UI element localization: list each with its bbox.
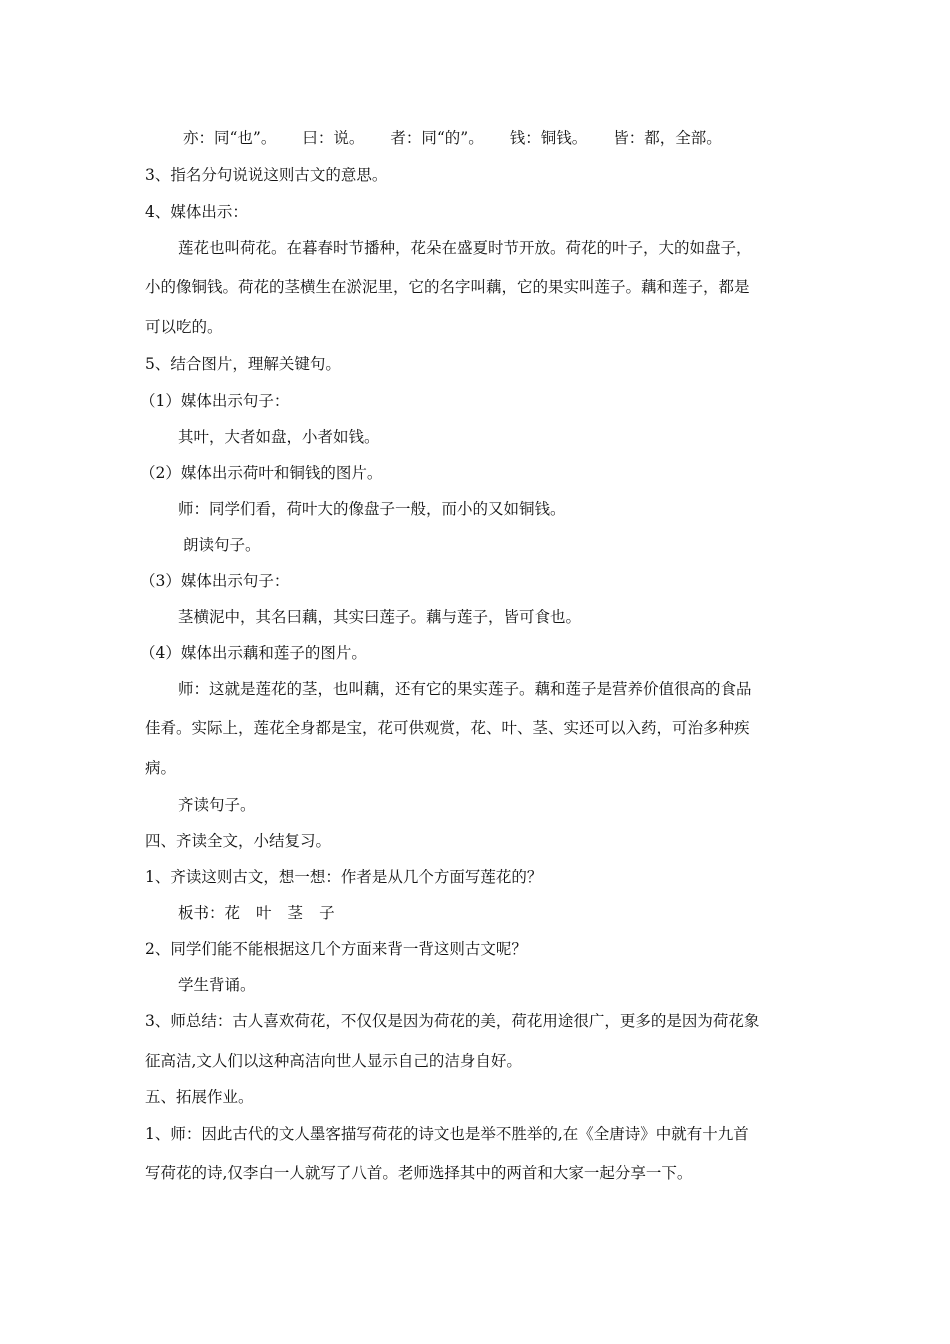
teacher-line: 病。 [145, 759, 177, 777]
section-4-heading: 四、齐读全文，小结复习。 [145, 832, 332, 850]
instruction-line: 朗读句子。 [183, 536, 261, 554]
gloss-line [183, 128, 810, 148]
instruction-line: 学生背诵。 [178, 976, 256, 994]
homework-line: 写荷花的诗,仅李白一人就写了八首。老师选择其中的两首和大家一起分享一下。 [145, 1164, 693, 1182]
gloss-item: 者：同“的”。 [390, 129, 484, 147]
homework-line: 1、师：因此古代的文人墨客描写荷花的诗文也是举不胜举的,在《全唐诗》中就有十九首 [145, 1125, 749, 1143]
board-item: 花 [224, 904, 241, 922]
sub-step-3: （3）媒体出示句子： [140, 572, 290, 590]
teacher-line: 师：这就是莲花的茎，也叫藕，还有它的果实莲子。藕和莲子是营养价值很高的食品 [178, 680, 752, 698]
summary-line: 征高洁,文人们以这种高洁向世人显示自己的洁身自好。 [145, 1052, 522, 1070]
section-5-heading: 五、拓展作业。 [145, 1088, 254, 1106]
teacher-line: 师：同学们看，荷叶大的像盘子一般，而小的又如铜钱。 [178, 500, 566, 518]
quoted-sentence: 其叶，大者如盘，小者如钱。 [178, 428, 380, 446]
teacher-line: 佳肴。实际上，莲花全身都是宝，花可供观赏，花、叶、茎、实还可以入药，可治多种疾 [145, 719, 750, 737]
paragraph-line: 小的像铜钱。荷花的茎横生在淤泥里，它的名字叫藕，它的果实叫莲子。藕和莲子，都是 [145, 278, 750, 296]
quoted-sentence: 茎横泥中，其名曰藕，其实曰莲子。藕与莲子，皆可食也。 [178, 608, 582, 626]
board-notes [178, 903, 810, 923]
board-label: 板书： [178, 904, 225, 922]
step-3: 3、指名分句说说这则古文的意思。 [145, 166, 388, 184]
sub-step-2: （2）媒体出示荷叶和铜钱的图片。 [140, 464, 383, 482]
gloss-item: 亦：同“也”。 [183, 129, 277, 147]
gloss-item: 钱：铜钱。 [509, 129, 588, 147]
question-2: 2、同学们能不能根据这几个方面来背一背这则古文呢？ [145, 940, 527, 958]
sub-step-4: （4）媒体出示藕和莲子的图片。 [140, 644, 367, 662]
paragraph-line: 可以吃的。 [145, 318, 223, 336]
summary-line: 3、师总结：古人喜欢荷花，不仅仅是因为荷花的美，荷花用途很广，更多的是因为荷花象 [145, 1012, 760, 1030]
step-5: 5、结合图片，理解关键句。 [145, 355, 341, 373]
question-1: 1、齐读这则古文，想一想：作者是从几个方面写莲花的？ [145, 868, 543, 886]
instruction-line: 齐读句子。 [178, 796, 256, 814]
board-item: 茎 [287, 904, 304, 922]
gloss-item: 曰：说。 [302, 129, 365, 147]
paragraph-line: 莲花也叫荷花。在暮春时节播种，花朵在盛夏时节开放。荷花的叶子，大的如盘子， [178, 239, 752, 257]
gloss-item: 皆：都，全部。 [613, 129, 722, 147]
board-item: 叶 [256, 904, 272, 922]
sub-step-1: （1）媒体出示句子： [140, 392, 290, 410]
board-item: 子 [319, 904, 335, 922]
step-4: 4、媒体出示： [145, 203, 248, 221]
